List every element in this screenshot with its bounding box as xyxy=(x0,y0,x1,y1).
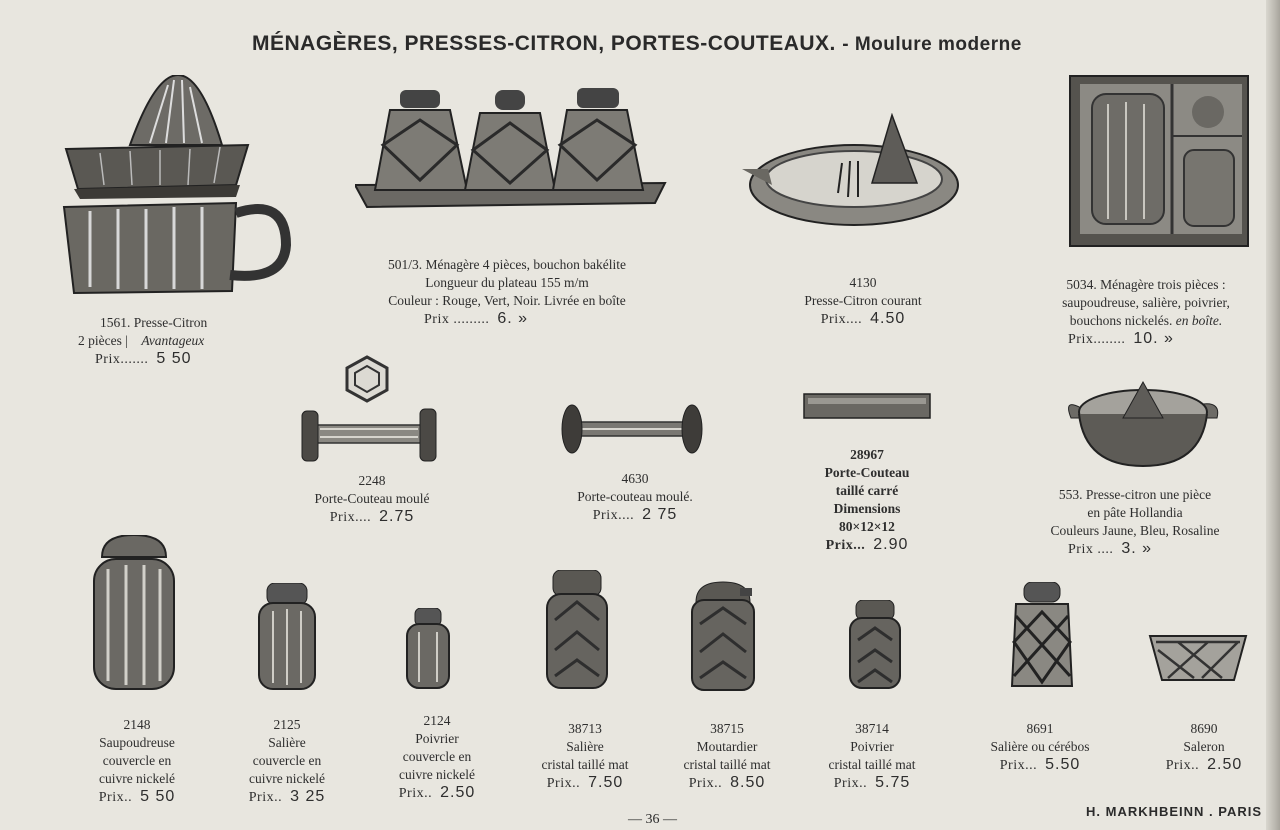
square-knife-rest-illustration xyxy=(802,392,932,420)
price-label: Prix.. xyxy=(398,786,433,801)
price-label: Prix.. xyxy=(248,790,283,805)
product-2248-price-row xyxy=(292,508,452,527)
product-8690-caption xyxy=(1146,720,1262,775)
product-2125-desc2: cuivre nickelé xyxy=(248,771,326,786)
product-8690-ref: 8690 xyxy=(1190,721,1218,736)
product-553-caption xyxy=(1030,486,1240,559)
crystal-salt-38713-illustration xyxy=(545,570,609,690)
salt-cerebos-8691-illustration xyxy=(1010,582,1074,690)
product-1561-pieces-count: 2 pièces | xyxy=(78,333,128,348)
product-501-length: Longueur du plateau 155 m/m xyxy=(425,275,589,290)
product-553-title: 553. Presse-citron une pièce xyxy=(1058,487,1212,502)
price-label: Prix.... xyxy=(820,312,863,327)
product-501-colors: Couleur : Rouge, Vert, Noir. Livrée en boîte xyxy=(388,293,626,308)
product-5034-caps xyxy=(1048,312,1244,330)
product-1561-price-row xyxy=(78,350,207,369)
product-28967-price-row xyxy=(792,536,942,555)
product-5034-title: 5034. Ménagère trois pièces : xyxy=(1066,277,1226,292)
product-28967-caption xyxy=(792,446,942,555)
product-2248-price: 2.75 xyxy=(379,508,415,525)
product-38714-caption xyxy=(808,720,936,793)
product-501-price: 6. » xyxy=(497,310,529,327)
product-2125-caption xyxy=(222,716,352,807)
product-38713-ref: 38713 xyxy=(568,721,602,736)
product-2148-price: 5 50 xyxy=(140,788,176,805)
product-2248-caption xyxy=(292,472,452,527)
product-553-colors: Couleurs Jaune, Bleu, Rosaline xyxy=(1050,523,1220,538)
product-5034-price-row xyxy=(1048,330,1244,349)
product-8690-price: 2.50 xyxy=(1207,756,1243,773)
juicer-pitcher-illustration xyxy=(60,75,292,297)
product-2125-ref: 2125 xyxy=(273,717,301,732)
price-label: Prix.... xyxy=(592,508,635,523)
product-2148-name: Saupoudreuse xyxy=(99,735,175,750)
product-38713-price-row xyxy=(522,774,648,793)
product-2148-desc2: cuivre nickelé xyxy=(98,771,176,786)
product-2148-desc1: couvercle en xyxy=(102,753,172,768)
product-38715-ref: 38715 xyxy=(710,721,744,736)
product-2148-price-row xyxy=(72,788,202,807)
product-5034-caption xyxy=(1048,276,1244,349)
product-1561-caption xyxy=(78,314,207,369)
product-4630-ref: 4630 xyxy=(621,471,649,486)
product-2125-price: 3 25 xyxy=(290,788,326,805)
product-4130-name: Presse-Citron courant xyxy=(804,293,922,308)
price-label: Prix ......... xyxy=(424,312,490,327)
product-38713-caption xyxy=(522,720,648,793)
product-28967-price: 2.90 xyxy=(873,536,909,553)
product-28967-ref: 28967 xyxy=(850,447,884,462)
product-2148-ref: 2148 xyxy=(123,717,151,732)
product-1561-title: 1561. Presse-Citron xyxy=(100,315,208,330)
crystal-mustard-38715-illustration xyxy=(690,578,756,692)
product-38714-name: Poivrier xyxy=(850,739,894,754)
product-2124-ref: 2124 xyxy=(423,713,451,728)
product-4130-ref: 4130 xyxy=(849,275,877,290)
product-38714-ref: 38714 xyxy=(855,721,889,736)
product-5034-price: 10. » xyxy=(1133,330,1174,347)
price-label: Prix....... xyxy=(95,352,149,367)
product-38715-name: Moutardier xyxy=(696,739,758,754)
crystal-pepper-38714-illustration xyxy=(848,600,902,690)
product-38715-caption xyxy=(664,720,790,793)
price-label: Prix.. xyxy=(833,776,868,791)
page-title xyxy=(252,32,1132,56)
hexagon-section-illustration xyxy=(344,355,390,403)
boxed-set-illustration xyxy=(1068,74,1252,252)
price-label: Prix.. xyxy=(688,776,723,791)
product-4630-caption xyxy=(552,470,718,525)
product-1561-tagline: Avantageux xyxy=(141,333,205,348)
product-8690-name: Saleron xyxy=(1183,739,1225,754)
product-4130-price: 4.50 xyxy=(870,310,906,327)
product-5034-contents: saupoudreuse, salière, poivrier, xyxy=(1062,295,1230,310)
product-2124-price: 2.50 xyxy=(440,784,476,801)
product-1561-pieces xyxy=(78,332,207,350)
product-2125-desc1: couvercle en xyxy=(252,753,322,768)
product-5034-caps-text: bouchons nickelés. xyxy=(1069,313,1173,328)
product-2124-desc1: couvercle en xyxy=(402,749,472,764)
product-28967-dim-label: Dimensions xyxy=(833,501,901,516)
price-label: Prix.. xyxy=(98,790,133,805)
product-4630-price: 2 75 xyxy=(642,506,678,523)
saleron-8690-illustration xyxy=(1148,630,1248,684)
product-501-price-row xyxy=(352,310,662,329)
price-label: Prix... xyxy=(999,758,1038,773)
product-38715-desc: cristal taillé mat xyxy=(683,757,771,772)
product-8691-caption xyxy=(970,720,1110,775)
knife-rest-2248-illustration xyxy=(300,405,438,467)
price-label: Prix... xyxy=(825,538,866,553)
product-2124-desc2: cuivre nickelé xyxy=(398,767,476,782)
price-label: Prix.. xyxy=(1165,758,1200,773)
price-label: Prix........ xyxy=(1068,332,1126,347)
product-4630-price-row xyxy=(552,506,718,525)
title-subtitle: - Moulure moderne xyxy=(842,34,1022,55)
product-4630-name: Porte-couteau moulé. xyxy=(577,489,693,504)
product-38714-price-row xyxy=(808,774,936,793)
sugar-shaker-illustration xyxy=(90,535,178,693)
menagere-tray-illustration xyxy=(355,85,670,220)
product-553-material: en pâte Hollandia xyxy=(1087,505,1183,520)
product-501-caption xyxy=(352,256,662,329)
product-38713-name: Salière xyxy=(566,739,604,754)
price-label: Prix.... xyxy=(329,510,372,525)
product-38714-desc: cristal taillé mat xyxy=(828,757,916,772)
product-2124-name: Poivrier xyxy=(415,731,459,746)
product-8690-price-row xyxy=(1146,756,1262,775)
product-5034-box: en boîte. xyxy=(1175,313,1223,328)
product-553-price: 3. » xyxy=(1121,540,1153,557)
product-501-title: 501/3. Ménagère 4 pièces, bouchon bakélite xyxy=(387,257,627,272)
price-label: Prix .... xyxy=(1068,542,1114,557)
product-38713-desc: cristal taillé mat xyxy=(541,757,629,772)
product-553-price-row xyxy=(1030,540,1240,559)
book-spine-shadow xyxy=(1266,0,1280,830)
juicer-bowl-553-illustration xyxy=(1063,378,1221,470)
product-38713-price: 7.50 xyxy=(588,774,624,791)
page-number: — 36 — xyxy=(628,812,677,827)
publisher-imprint: H. MARKHBEINN . PARIS xyxy=(1086,804,1263,819)
product-8691-ref: 8691 xyxy=(1026,721,1054,736)
product-28967-cut: taillé carré xyxy=(835,483,899,498)
product-28967-dimensions: 80×12×12 xyxy=(839,519,895,534)
product-8691-price: 5.50 xyxy=(1045,756,1081,773)
product-4130-price-row xyxy=(778,310,948,329)
product-38714-price: 5.75 xyxy=(875,774,911,791)
product-4130-caption xyxy=(778,274,948,329)
product-2124-price-row xyxy=(372,784,502,803)
product-2125-name: Salière xyxy=(268,735,306,750)
title-main: MÉNAGÈRES, PRESSES-CITRON, PORTES-COUTEAUX. xyxy=(252,32,836,55)
product-28967-name: Porte-Couteau xyxy=(824,465,910,480)
product-1561-price: 5 50 xyxy=(156,350,192,367)
product-8691-name: Salière ou cérébos xyxy=(990,739,1090,754)
product-2248-ref: 2248 xyxy=(358,473,386,488)
lemon-squeezer-illustration xyxy=(742,113,962,231)
price-label: Prix.. xyxy=(546,776,581,791)
product-2124-caption xyxy=(372,712,502,803)
product-38715-price-row xyxy=(664,774,790,793)
knife-rest-4630-illustration xyxy=(560,402,705,456)
product-38715-price: 8.50 xyxy=(730,774,766,791)
pepper-shaker-2124-illustration xyxy=(405,608,451,690)
product-8691-price-row xyxy=(970,756,1110,775)
product-2148-caption xyxy=(72,716,202,807)
product-2248-name: Porte-Couteau moulé xyxy=(314,491,430,506)
product-2125-price-row xyxy=(222,788,352,807)
salt-shaker-2125-illustration xyxy=(257,583,317,691)
